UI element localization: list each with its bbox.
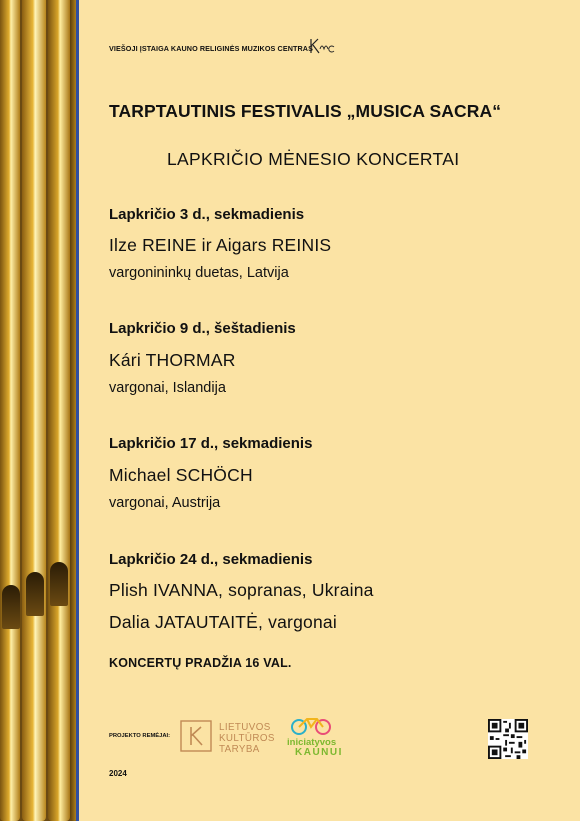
organization-name: VIEŠOJI ĮSTAIGA KAUNO RELIGINĖS MUZIKOS CENTRAS — [109, 44, 313, 53]
accent-divider — [76, 0, 79, 821]
kaunui-logo-line2: KAUNUI — [295, 747, 343, 758]
concert-performer: Ilze REINE ir Aigars REINIS — [109, 235, 332, 255]
concert-description: vargonai, Austrija — [109, 495, 221, 511]
concert-date: Lapkričio 3 d., sekmadienis — [109, 206, 305, 223]
lkt-logo-icon — [180, 720, 212, 752]
concert-description: vargonininkų duetas, Latvija — [109, 265, 289, 281]
concert-performer: Michael SCHÖCH — [109, 465, 253, 485]
concert-performer: Plish IVANNA, sopranas, Ukraina — [109, 580, 374, 600]
bicycle-icon — [289, 715, 333, 735]
supporters-label: PROJEKTO REMĖJAI: — [109, 733, 171, 739]
concert-performer: Dalia JATAUTAITĖ, vargonai — [109, 612, 337, 632]
festival-title: TARPTAUTINIS FESTIVALIS „MUSICA SACRA“ — [109, 101, 502, 121]
concert-date: Lapkričio 24 d., sekmadienis — [109, 551, 313, 568]
concert-start-time: KONCERTŲ PRADŽIA 16 VAL. — [109, 656, 292, 670]
lkt-logo-text: LIETUVOS KULTŪROS TARYBA — [219, 722, 275, 755]
organ-pipes-image — [0, 0, 78, 821]
concert-series-subtitle: LAPKRIČIO MĖNESIO KONCERTAI — [167, 149, 460, 169]
kaunui-logo-line1: iniciatyvos — [287, 737, 337, 748]
kbmc-logo-icon — [308, 37, 338, 55]
concert-description: vargonai, Islandija — [109, 380, 226, 396]
concert-date: Lapkričio 17 d., sekmadienis — [109, 435, 313, 452]
concert-date: Lapkričio 9 d., šeštadienis — [109, 320, 296, 337]
year: 2024 — [109, 769, 127, 778]
concert-performer: Kári THORMAR — [109, 350, 236, 370]
qr-code-icon[interactable] — [488, 719, 528, 759]
